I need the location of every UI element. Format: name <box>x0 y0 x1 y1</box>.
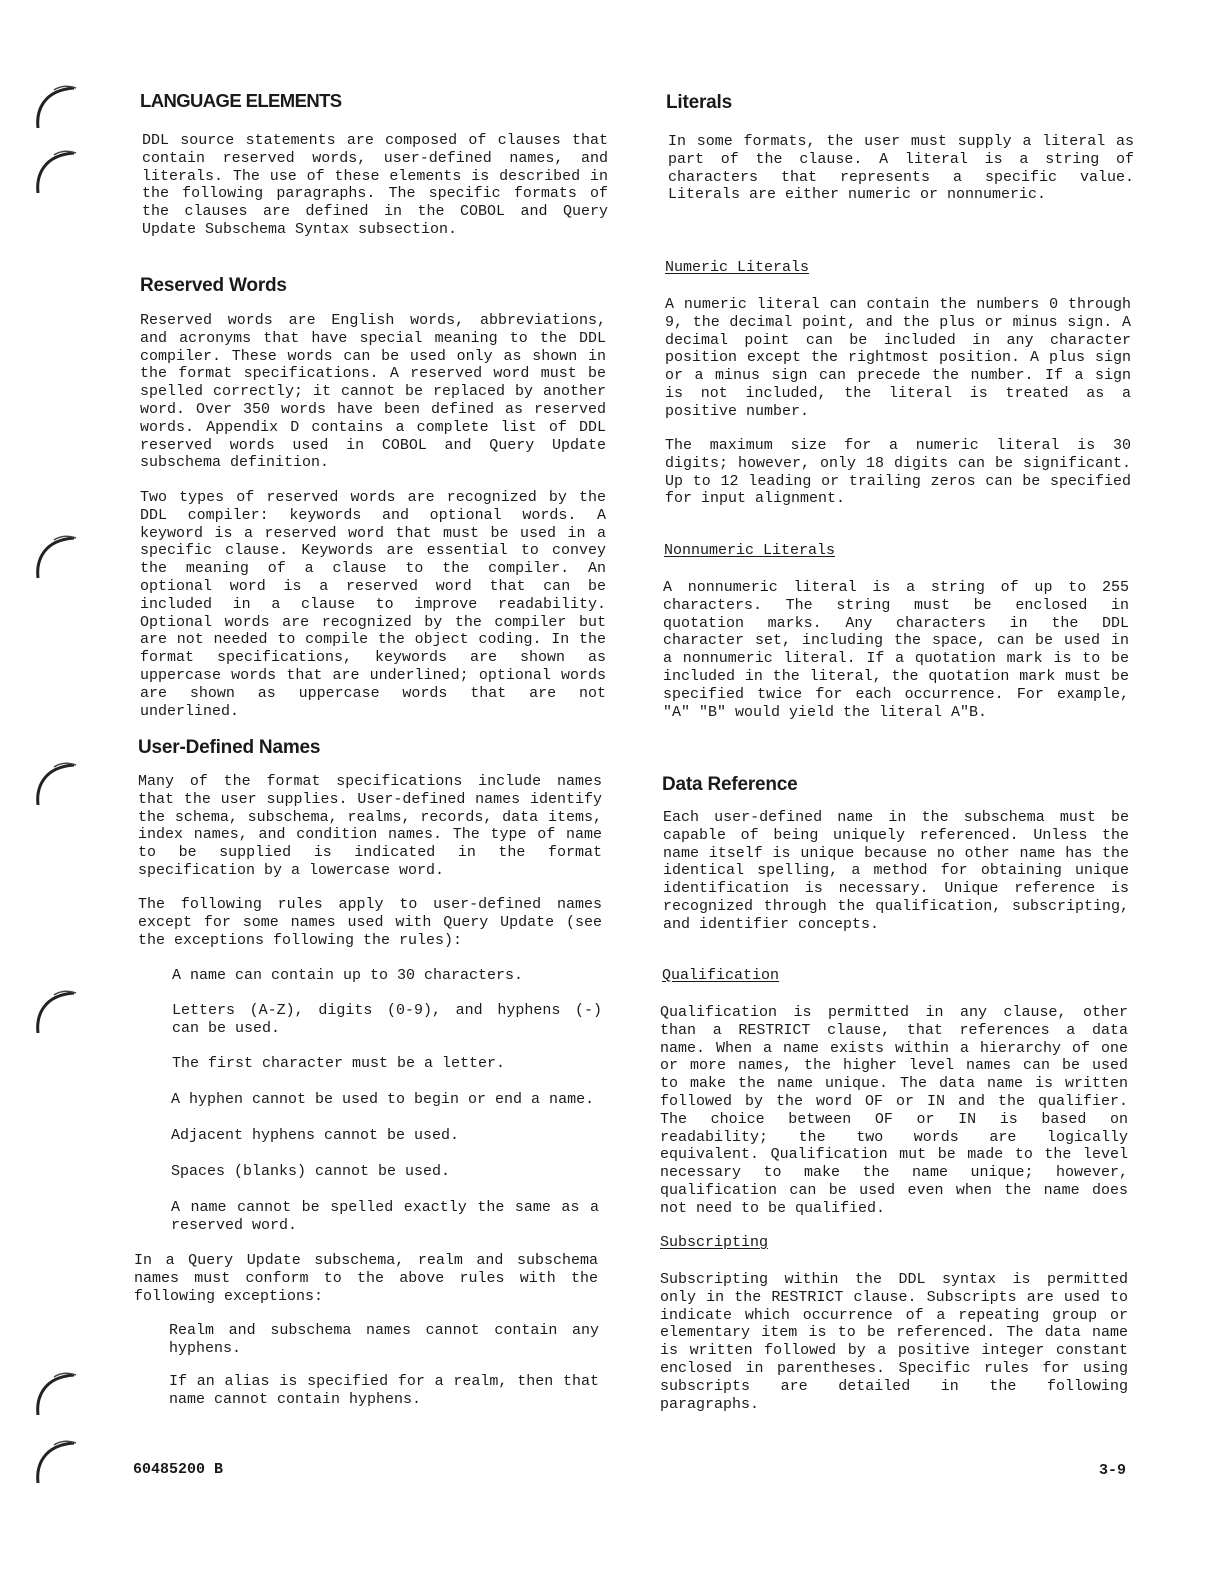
rule-item: A hyphen cannot be used to begin or end a name. <box>171 1091 595 1108</box>
para-user-defined-1: Many of the format specifications include names that the user supplies. User-defined names identify the schema, subschema, realms, records, data items, index names, and condition names. The type of name to be supplied is indicated in the format specification by a lowercase word. <box>138 773 602 879</box>
exception-item: If an alias is specified for a realm, then that name cannot contain hyphens. <box>169 1373 599 1408</box>
heading-user-defined-names: User-Defined Names <box>138 737 321 758</box>
binder-hole-icon <box>30 1435 82 1487</box>
para-literals: In some formats, the user must supply a literal as part of the clause. A literal is a string of characters that represents a specific value. Literals are either numeric or nonnumeric. <box>668 133 1134 204</box>
para-subscripting: Subscripting within the DDL syntax is permitted only in the RESTRICT clause. Subscripts are used to indicate which occurrence of a repeating group or elementary item is to be referenced. The data name is written followed by a positive integer constant enclosed in parentheses. Specific rules for using subscripts are detailed in the following paragraphs. <box>660 1271 1128 1413</box>
binder-hole-icon <box>30 1367 82 1419</box>
para-numeric-literals-1: A numeric literal can contain the numbers 0 through 9, the decimal point, and the plus or minus sign. A decimal point can be included in any character position except the rightmost position. A plus sign or a minus sign can precede the number. If a sign is not included, the literal is treated as a positive number. <box>665 296 1131 420</box>
rule-item: Letters (A-Z), digits (0-9), and hyphens (-) can be used. <box>172 1002 602 1037</box>
heading-literals: Literals <box>666 92 732 113</box>
subheading-subscripting: Subscripting <box>660 1234 769 1251</box>
para-qualification: Qualification is permitted in any clause, other than a RESTRICT clause, that references a data name. When a name exists within a hierarchy of one or more names, the higher level names can be used to make the name unique. The data name is written followed by the word OF or IN and the qualifier. The choice between OF or IN is based on readability; the two words are logically equivalent. Qualification mut be made to the level necessary to make the name unique; however, qualification can be used even when the name does not need to be qualified. <box>660 1004 1128 1217</box>
para-query-update: In a Query Update subschema, realm and subschema names must conform to the above rules with the following exceptions: <box>134 1252 598 1305</box>
binder-hole-icon <box>30 80 82 132</box>
binder-hole-icon <box>30 757 82 809</box>
heading-reserved-words: Reserved Words <box>140 275 287 296</box>
para-numeric-literals-2: The maximum size for a numeric literal is 30 digits; however, only 18 digits can be significant. Up to 12 leading or trailing zeros can be specified for input alignment. <box>665 437 1131 508</box>
para-language-elements: DDL source statements are composed of clauses that contain reserved words, user-defined names, and literals. The use of these elements is described in the following paragraphs. The specific formats of the clauses are defined in the COBOL and Query Update Subschema Syntax subsection. <box>142 132 608 238</box>
rule-item: Adjacent hyphens cannot be used. <box>171 1127 460 1144</box>
footer-page-number: 3-9 <box>1099 1462 1127 1479</box>
heading-data-reference: Data Reference <box>662 774 798 795</box>
para-data-reference: Each user-defined name in the subschema must be capable of being uniquely referenced. Unless the name itself is unique because no other name has the identical spelling, a method for obtaining unique identification is necessary. Unique reference is recognized through the qualification, subscripting, and identifier concepts. <box>663 809 1129 933</box>
para-user-defined-2: The following rules apply to user-defined names except for some names used with Query Update (see the exceptions following the rules): <box>138 896 602 949</box>
binder-hole-icon <box>30 985 82 1037</box>
footer-document-number: 60485200 B <box>133 1461 224 1478</box>
heading-language-elements: LANGUAGE ELEMENTS <box>140 90 342 111</box>
rule-item: A name cannot be spelled exactly the same as a reserved word. <box>171 1199 599 1234</box>
exception-item: Realm and subschema names cannot contain any hyphens. <box>169 1322 599 1357</box>
subheading-numeric-literals: Numeric Literals <box>665 259 810 276</box>
rule-item: The first character must be a letter. <box>172 1055 506 1072</box>
para-reserved-words-1: Reserved words are English words, abbreviations, and acronyms that have special meaning to the DDL compiler. These words can be used only as shown in the format specifications. A reserved word must be spelled correctly; it cannot be replaced by another word. Over 350 words have been defined as reserved words. Appendix D contains a complete list of DDL reserved words used in COBOL and Query Update subschema definition. <box>140 312 606 472</box>
subheading-nonnumeric-literals: Nonnumeric Literals <box>664 542 836 559</box>
rule-item: Spaces (blanks) cannot be used. <box>171 1163 451 1180</box>
subheading-qualification: Qualification <box>662 967 780 984</box>
rule-item: A name can contain up to 30 characters. <box>172 967 524 984</box>
para-nonnumeric-literals: A nonnumeric literal is a string of up to 255 characters. The string must be enclosed in quotation marks. Any characters in the DDL character set, including the space, can be used in a nonnumeric literal. If a quotation mark is to be included in the literal, the quotation mark must be specified twice for each occurrence. For example, "A" "B" would yield the literal A"B. <box>663 579 1129 721</box>
binder-hole-icon <box>30 145 82 197</box>
para-reserved-words-2: Two types of reserved words are recognized by the DDL compiler: keywords and optional words. A keyword is a reserved word that must be used in a specific clause. Keywords are essential to convey the meaning of a clause to the compiler. An optional word is a reserved word that can be included in a clause to improve readability. Optional words are recognized by the compiler but are not needed to compile the object coding. In the format specifications, keywords are shown as uppercase words that are underlined; optional words are shown as uppercase words that are not underlined. <box>140 489 606 720</box>
binder-hole-icon <box>30 530 82 582</box>
